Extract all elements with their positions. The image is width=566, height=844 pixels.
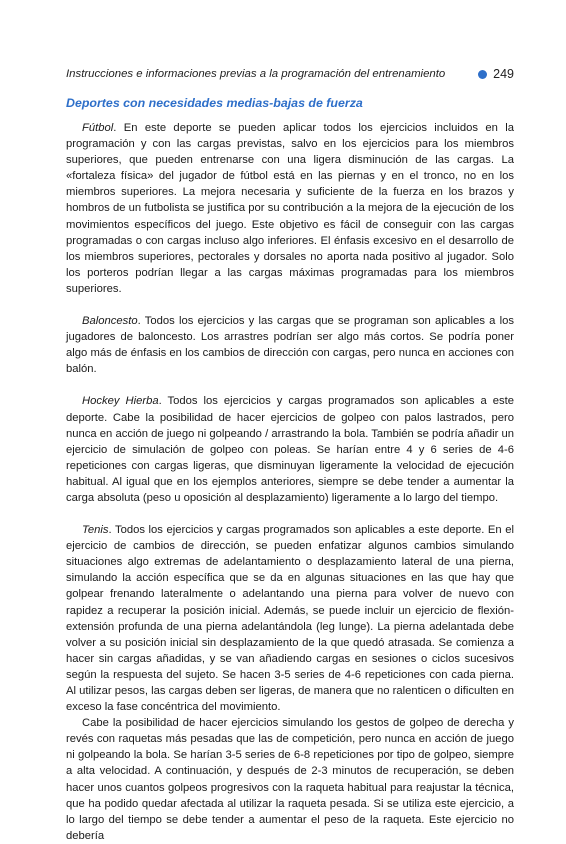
sport-name-baloncesto: Baloncesto — [82, 315, 138, 328]
paragraph-tenis — [66, 522, 514, 715]
page-number-block — [478, 67, 514, 81]
paragraph-text: . Todos los ejercicios y las cargas que se programan son aplicables a los jugadores de baloncesto. Los arrastres podrían ser algo más cortos. Se podría poner algo más de énfasis en los cambios de dirección con cargas, pero nunca en acciones con balón. — [66, 315, 514, 376]
page-number: 249 — [493, 67, 514, 81]
sport-name-futbol: Fútbol — [82, 122, 114, 134]
sport-name-hockey: Hockey Hierba — [82, 395, 159, 408]
bullet-dot-icon — [478, 70, 487, 79]
running-header — [66, 66, 514, 82]
paragraph-baloncesto — [66, 313, 514, 377]
paragraph-text: . Todos los ejercicios y cargas programados son aplicables a este deporte. En el ejercicio de cambios de dirección, se pueden enfatizar algunos cambios simulando situaciones algo extremas de adelantamiento o desplazamiento lateral de una pierna, simulando la acción específica que se da en algunas situaciones en las que hay que golpear frenando lateralmente o adelantando una pierna para volver de nuevo con rapidez a recuperar la posición inicial. Además, se puede incluir un ejercicio de flexión-extensión profunda de una pierna adelantándola (leg lunge). La pierna adelantada debe volver a su posición inicial sin desplazamiento de la que quedó atrasada. Se comienza a hacer sin cargas añadidas, y se van añadiendo cargas en sesiones o ciclos sucesivos según la respuesta del sujeto. Se hacen 3-5 series de 4-6 repeticiones con cada pierna. Al utilizar pesos, las cargas deben ser ligeras, de manera que no ralenticen o dificulten en exceso la fase concéntrica del movimiento. — [66, 524, 514, 714]
running-header-title: Instrucciones e informaciones previas a la programación del entrenamiento — [66, 68, 446, 80]
sport-name-tenis: Tenis — [82, 524, 109, 537]
paragraph-text: Cabe la posibilidad de hacer ejercicios simulando los gestos de golpeo de derecha y revés con raquetas más pesadas que las de competición, pero nunca en acción de juego ni golpeando la bola. Se harían 3-5 series de 6-8 repeticiones por tipo de golpeo, siempre a alta velocidad. A continuación, y después de 2-3 minutos de recuperación, se deben hacer unos cuantos golpeos progresivos con la raqueta habitual para reajustar la técnica, que ha podido quedar afectada al utilizar la raqueta pesada. Si se utiliza este ejercicio, a lo largo del tiempo se debe tender a aumentar el peso de la raqueta. Este ejercicio no debería — [66, 717, 514, 842]
paragraph-tenis-continued — [66, 715, 514, 844]
paragraph-text: . Todos los ejercicios y cargas programados son aplicables a este deporte. Cabe la posibilidad de hacer ejercicios de golpeo con palos lastrados, pero nunca en acción de juego ni golpeando / arrastrando la bola. También se podría añadir un ejercicio de simulación de golpeo con poleas. Se harían entre 4 y 6 series de 4-6 repeticiones con cargas ligeras, que disminuyan ligeramente la velocidad de ejecución habitual. Al igual que en los ejemplos anteriores, siempre se debe tender a aumentar la carga absoluta (peso u oposición al desplazamiento) ligeramente a lo largo del tiempo. — [66, 395, 515, 504]
body-text — [66, 120, 514, 844]
paragraph-hockey — [66, 393, 514, 506]
section-heading: Deportes con necesidades medias-bajas de fuerza — [66, 96, 363, 110]
paragraph-futbol — [66, 120, 514, 297]
paragraph-text: . En este deporte se pueden aplicar todos los ejercicios incluidos en la programación y con las cargas previstas, salvo en los ejercicios para los miembros superiores, que pueden entrenarse con una ligera disminución de las cargas. La «fortaleza física» del jugador de fútbol está en las piernas y en el tronco, no en los miembros superiores. La mejora necesaria y suficiente de la fuerza en los brazos y hombros de un futbolista se justifica por su contribución a la mejora de la ejecución de los movimientos específicos del juego. Este objetivo es fácil de conseguir con las cargas programadas o con cargas incluso algo inferiores. El énfasis excesivo en el desarrollo de los miembros superiores, pectorales y dorsales no aporta nada positivo al jugador. Solo los porteros podrían llegar a las cargas máximas programadas para los miembros superiores. — [66, 122, 514, 295]
